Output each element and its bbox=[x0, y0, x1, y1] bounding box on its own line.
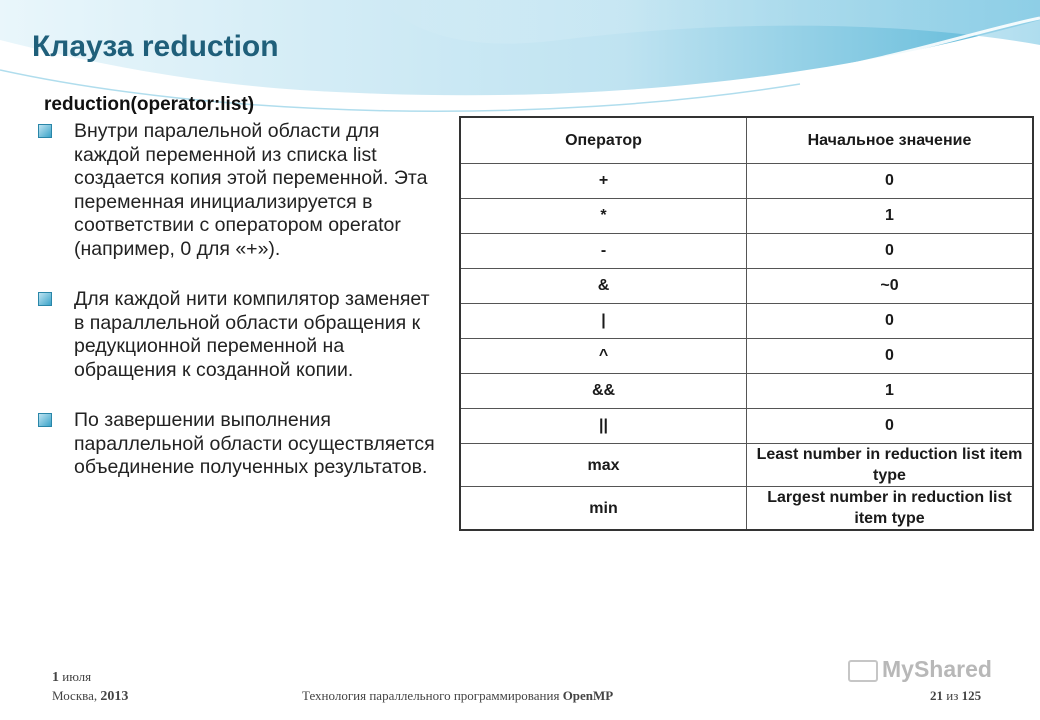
watermark-text: MyShared bbox=[882, 656, 992, 682]
bullet-item bbox=[36, 409, 436, 480]
footer-date bbox=[52, 668, 128, 706]
footer-month: июля bbox=[62, 669, 92, 684]
bullet-square-icon bbox=[38, 292, 52, 306]
value-cell: 0 bbox=[747, 409, 1034, 444]
bullet-text: По завершении выполнения параллельной области осуществляется объединение полученных результатов. bbox=[74, 409, 435, 478]
footer-course bbox=[302, 688, 613, 704]
bullet-square-icon bbox=[38, 124, 52, 138]
page-current: 21 bbox=[930, 688, 943, 703]
value-cell: 0 bbox=[747, 304, 1034, 339]
footer-year: 2013 bbox=[100, 689, 129, 704]
operator-cell: min bbox=[460, 487, 747, 531]
table-row bbox=[460, 374, 1033, 409]
slide-subtitle: reduction(operator:list) bbox=[44, 94, 255, 115]
table-row bbox=[460, 487, 1033, 531]
myshared-logo-icon bbox=[848, 660, 878, 682]
bullet-list bbox=[36, 120, 436, 507]
value-cell: Least number in reduction list item type bbox=[747, 444, 1034, 487]
header-initial-value: Начальное значение bbox=[747, 117, 1034, 164]
value-cell: 0 bbox=[747, 164, 1034, 199]
table-row bbox=[460, 199, 1033, 234]
value-cell: Largest number in reduction list item type bbox=[747, 487, 1034, 531]
operator-cell: max bbox=[460, 444, 747, 487]
bullet-text: Для каждой нити компилятор заменяет в параллельной области обращения к редукционной переменной на обращения к созданной копии. bbox=[74, 288, 430, 381]
table-row bbox=[460, 304, 1033, 339]
value-cell: 0 bbox=[747, 339, 1034, 374]
table-row bbox=[460, 444, 1033, 487]
footer-course-tech: OpenMP bbox=[562, 688, 614, 703]
bullet-item bbox=[36, 120, 436, 261]
operator-cell: ^ bbox=[460, 339, 747, 374]
bullet-square-icon bbox=[38, 413, 52, 427]
slide-title: Клауза reduction bbox=[32, 30, 279, 63]
bullet-item bbox=[36, 288, 436, 382]
operator-cell: + bbox=[460, 164, 747, 199]
page-total: 125 bbox=[961, 688, 982, 703]
table-row bbox=[460, 234, 1033, 269]
operator-cell: * bbox=[460, 199, 747, 234]
page-counter bbox=[930, 688, 981, 704]
value-cell: 1 bbox=[747, 199, 1034, 234]
footer-city: Москва, bbox=[52, 688, 98, 703]
operator-cell: | bbox=[460, 304, 747, 339]
myshared-watermark bbox=[848, 656, 992, 683]
operator-cell: - bbox=[460, 234, 747, 269]
page-separator: из bbox=[946, 688, 959, 703]
value-cell: ~0 bbox=[747, 269, 1034, 304]
header-operator: Оператор bbox=[460, 117, 747, 164]
table-row bbox=[460, 269, 1033, 304]
operator-cell: & bbox=[460, 269, 747, 304]
table-row bbox=[460, 409, 1033, 444]
table-header-row bbox=[460, 117, 1033, 164]
value-cell: 0 bbox=[747, 234, 1034, 269]
bullet-text: Внутри паралельной области для каждой переменной из списка list создается копия этой переменной. Эта переменная инициализируется в соответствии с оператором operator (например, 0 для «+»). bbox=[74, 120, 428, 260]
footer-course-title: Технология параллельного программирования bbox=[302, 688, 560, 703]
operator-cell: || bbox=[460, 409, 747, 444]
operators-table bbox=[459, 116, 1034, 531]
table-row bbox=[460, 339, 1033, 374]
value-cell: 1 bbox=[747, 374, 1034, 409]
table-row bbox=[460, 164, 1033, 199]
footer-day: 1 bbox=[52, 670, 59, 685]
operator-cell: && bbox=[460, 374, 747, 409]
